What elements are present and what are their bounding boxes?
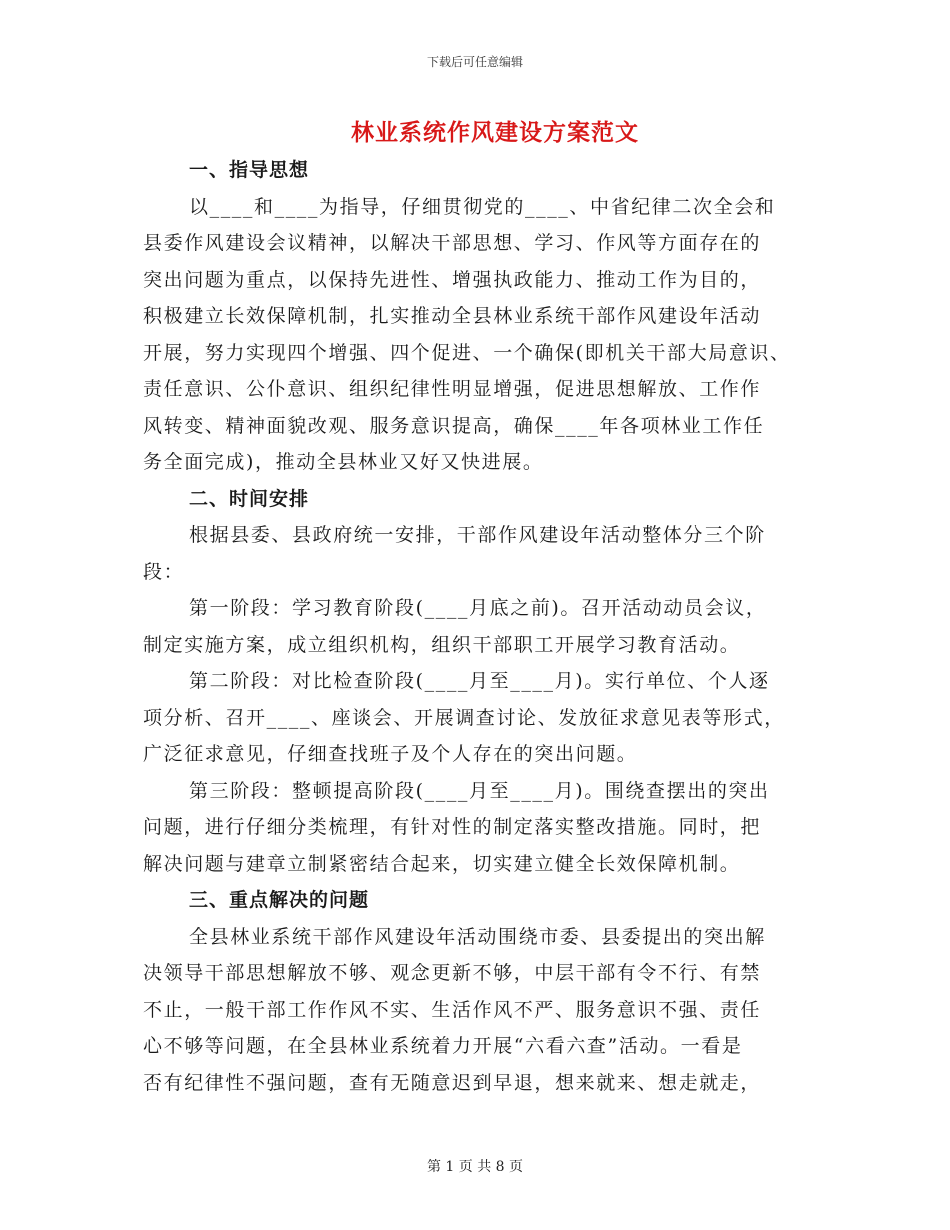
paragraph-line: 第三阶段：整顿提高阶段(____月至____月)。围绕查摆出的突出	[189, 779, 770, 802]
paragraph-line: 问题，进行仔细分类梳理，有针对性的制定落实整改措施。同时，把	[143, 816, 762, 838]
paragraph-line: 广泛征求意见，仔细查找班子及个人存在的突出问题。	[143, 743, 638, 765]
paragraph-line: 不止，一般干部工作作风不实、生活作风不严、服务意识不强、责任	[143, 998, 762, 1021]
section-heading-guiding-ideology: 一、指导思想	[189, 159, 310, 181]
page-number: 第 1 页 共 8 页	[426, 1159, 524, 1175]
paragraph-line: 积极建立长效保障机制，扎实推动全县林业系统干部作风建设年活动	[143, 305, 762, 327]
paragraph-line: 风转变、精神面貌改观、服务意识提高，确保____年各项林业工作任	[143, 414, 765, 437]
paragraph-line: 第二阶段：对比检查阶段(____月至____月)。实行单位、个人逐	[189, 670, 770, 692]
paragraph-line: 否有纪律性不强问题，查有无随意迟到早退，想来就来、想走就走，	[143, 1071, 762, 1094]
section-heading-key-issues: 三、重点解决的问题	[189, 889, 370, 911]
paragraph-line: 突出问题为重点，以保持先进性、增强执政能力、推动工作为目的，	[143, 268, 762, 291]
paragraph-line: 制定实施方案，成立组织机构，组织干部职工开展学习教育活动。	[143, 633, 741, 656]
paragraph-line: 以____和____为指导，仔细贯彻党的____、中省纪律二次全会和	[189, 195, 776, 218]
document-body	[143, 152, 823, 1101]
paragraph-line: 务全面完成)，推动全县林业又好又快进展。	[143, 451, 544, 473]
page-header-note: 下载后可任意编辑	[426, 55, 523, 69]
paragraph-line: 项分析、召开____、座谈会、开展调查讨论、发放征求意见表等形式，	[143, 706, 785, 729]
paragraph-line: 第一阶段：学习教育阶段(____月底之前)。召开活动动员会议，	[189, 597, 767, 619]
paragraph-line: 段：	[143, 560, 185, 583]
paragraph-line: 开展，努力实现四个增强、四个促进、一个确保(即机关干部大局意识、	[143, 341, 791, 364]
paragraph-line: 根据县委、县政府统一安排，干部作风建设年活动整体分三个阶	[189, 524, 766, 546]
section-heading-schedule: 二、时间安排	[189, 487, 310, 510]
paragraph-line: 县委作风建设会议精神，以解决干部思想、学习、作风等方面存在的	[143, 232, 762, 254]
paragraph-line: 心不够等问题，在全县林业系统着力开展“六看六查”活动。一看是	[143, 1035, 743, 1057]
paragraph-line: 全县林业系统干部作风建设年活动围绕市委、县委提出的突出解	[189, 925, 766, 948]
paragraph-line: 责任意识、公仆意识、组织纪律性明显增强，促进思想解放、工作作	[143, 378, 762, 400]
paragraph-line: 决领导干部思想解放不够、观念更新不够，中层干部有令不行、有禁	[143, 962, 762, 984]
paragraph-line: 解决问题与建章立制紧密结合起来，切实建立健全长效保障机制。	[143, 852, 741, 875]
document-title: 林业系统作风建设方案范文	[351, 119, 639, 146]
